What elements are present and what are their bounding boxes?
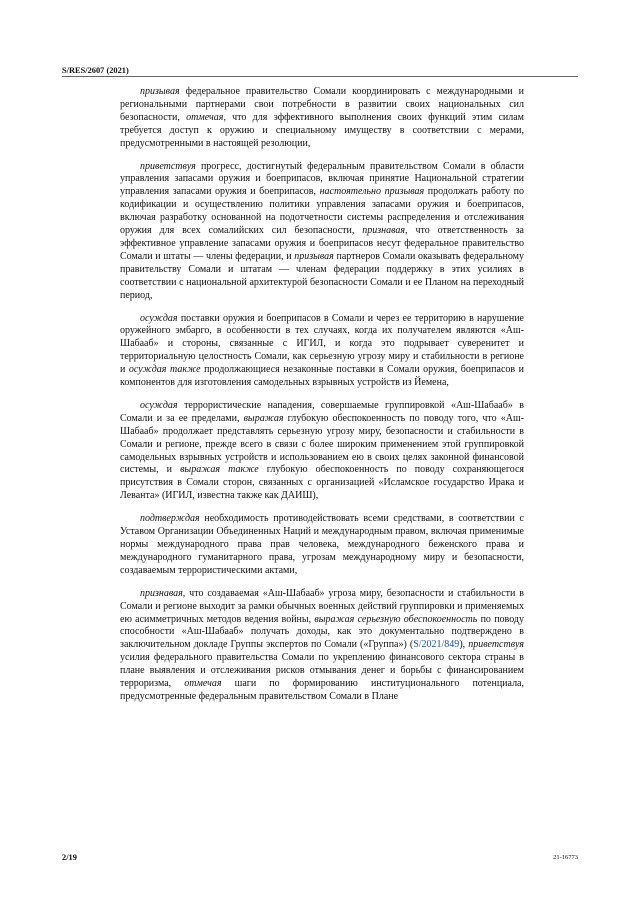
paragraph-text: глубокую обеспокоенность по поводу того, что «Аш-Шабааб» продолжает представлять серьезную угрозу миру, безопасности и стабильности в Сомали и регионе, прежде всего в связи с более широким применением этой группировкой самодельных взрывных устройств и использованием ею в своих целях законной финансовой системы, и [120, 412, 524, 476]
paragraph [120, 313, 524, 390]
document-body [120, 86, 524, 714]
paragraph-text: партнеров Сомали оказывать федеральному правительству Сомали и штатам — членам федерации поддержку в этих усилиях в соответствии с национальной архитектурой безопасности Сомали и ее Планом на переходный период, [120, 250, 524, 301]
paragraph [120, 513, 524, 578]
document-link[interactable]: S/2021/849 [413, 639, 460, 651]
paragraph-emphasis: выражая также [180, 464, 259, 476]
page-number: 2/19 [62, 853, 77, 862]
paragraph-text: по поводу способности «Аш-Шабааб» получать доходы, как это документально подтверждено в заключительном докладе Группы экспертов по Сомали («Группа») ( [120, 613, 524, 651]
paragraph [120, 400, 524, 503]
paragraph-text: глубокую обеспокоенность по поводу сохраняющегося присутствия в Сомали сторон, связанных с организацией «Исламское государство Ирака и Леванта» (ИГИЛ, известна также как ДАИШ), [120, 464, 524, 502]
paragraph-emphasis: выражая [243, 412, 284, 424]
paragraph-emphasis: призывая [294, 250, 334, 262]
paragraph-emphasis: настоятельно призывая [319, 186, 425, 198]
header-rule [62, 76, 578, 77]
paragraph-text: усилия федерального правительства Сомали по укреплению финансового сектора страны в плане выявления и отслеживания рисков отмывания денег и борьбы с финансированием терроризма, [120, 652, 524, 690]
paragraph [120, 588, 524, 704]
paragraph-text: , что для эффективного выполнения своих функций этим силам требуется доступ к оружию и специальному имуществу в соответствии с мерами, предусмотренными в настоящей резолюции, [120, 111, 524, 149]
paragraph [120, 161, 524, 303]
paragraph-emphasis: отмечая [186, 111, 224, 123]
paragraph-text: ), [459, 639, 469, 651]
paragraph-emphasis: осуждая также [128, 364, 201, 376]
paragraph [120, 86, 524, 151]
paragraph-text: , что создаваемая «Аш-Шабааб» угроза миру, безопасности и стабильности в Сомали и регионе выходит за рамки обычных военных действий группировки и применяемых ею асимметричных методов ведения войны, [120, 587, 524, 625]
paragraph-lead: осуждая [140, 399, 178, 411]
paragraph-lead: подтверждая [140, 513, 200, 525]
paragraph-lead: призывая [140, 86, 180, 97]
paragraph-emphasis: приветствуя [468, 639, 524, 651]
document-number: 21-16773 [553, 854, 578, 861]
paragraph-text: продолжающиеся незаконные поставки в Сомали оружия, боеприпасов и компонентов для изготовления самодельных взрывных устройств из Йемена, [120, 364, 524, 389]
paragraph-lead: осуждая [140, 312, 178, 324]
paragraph-text: поставки оружия и боеприпасов в Сомали и через ее территорию в нарушение оружейного эмбарго, в особенности в тех случаях, когда их получателем являются «Аш-Шабааб» и стороны, связанные с ИГИЛ, и когда это подрывает суверенитет и территориальную целостность Сомали, как серьезную угрозу миру и стабильности в регионе и [120, 312, 524, 376]
paragraph-text: продолжать работу по кодификации и осуществлению политики управления запасами оружия и боеприпасов, включая разработку основанной на подотчетности системы распределения и отслеживания оружия для всех сомалийских сил безопасности, [120, 186, 525, 237]
paragraph-lead: приветствуя [140, 160, 196, 172]
paragraph-text: террористические нападения, совершаемые группировкой «Аш-Шабааб» в Сомали и за ее пределами, [120, 399, 524, 424]
paragraph-lead: признавая [140, 587, 183, 599]
paragraph-emphasis: выражая серьезную обеспокоенность [314, 613, 478, 625]
document-symbol: S/RES/2607 (2021) [62, 66, 129, 75]
paragraph-text: , что ответственность за эффективное управление запасами оружия и боеприпасов несут федеральное правительство Сомали и штаты — члены федерации, и [120, 225, 524, 262]
paragraph-text: шаги по формированию институционального потенциала, предусмотренные федеральным правительством Сомали в Плане [120, 678, 524, 702]
paragraph-emphasis: признавая [362, 225, 406, 237]
paragraph-emphasis: отмечая [184, 678, 222, 690]
paragraph-text: федеральное правительство Сомали координировать с международными и региональными партнерами свои потребности в развитии своих национальных сил безопасности, [120, 86, 524, 123]
paragraph-text: необходимость противодействовать всеми средствами, в соответствии с Уставом Организации Объединенных Наций и международным правом, включая применимые нормы международного права прав человека, международного беженского права и международного гуманитарного права, угрозам международному миру и безопасности, создаваемым террористическими актами, [120, 513, 524, 576]
paragraph-text: прогресс, достигнутый федеральным правительством Сомали в области управления запасами оружия и боеприпасов, включая принятие Национальной стратегии управления запасами оружия и боеприпасов, [120, 160, 524, 198]
